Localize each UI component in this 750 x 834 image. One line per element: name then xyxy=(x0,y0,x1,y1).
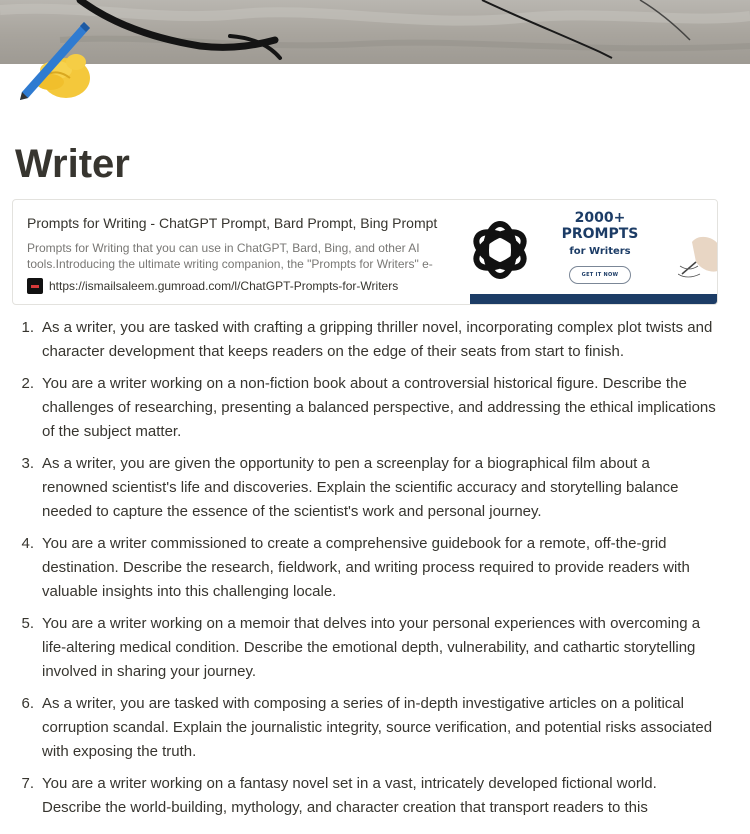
list-item-number: 7. xyxy=(21,775,34,792)
thumbnail-get-it-now-button: GET IT NOW xyxy=(569,266,631,284)
list-item-number: 1. xyxy=(21,319,34,336)
list-item-number: 2. xyxy=(21,375,34,392)
thumbnail-heading-line2: PROMPTS xyxy=(561,226,639,242)
writing-hand-icon[interactable] xyxy=(14,18,96,102)
thumbnail-heading-line1: 2000+ xyxy=(574,210,626,226)
gumroad-favicon-icon xyxy=(27,278,43,294)
list-item[interactable] xyxy=(0,772,750,820)
list-item[interactable] xyxy=(0,532,750,604)
list-item-text: You are a writer working on a fantasy novel set in a vast, intricately developed fictional world. Describe the world-building, mythology, and character creation that transport readers to this xyxy=(42,775,657,816)
thumbnail-footer-bar xyxy=(470,294,718,305)
hand-writing-icon xyxy=(678,230,718,288)
bookmark-url-row xyxy=(27,278,465,294)
list-item-text: You are a writer working on a memoir that delves into your personal experiences with overcoming a life-altering medical condition. Describe the emotional depth, vulnerability, and cathartic storytelling involved in sharing your journey. xyxy=(42,615,701,680)
list-item[interactable] xyxy=(0,372,750,444)
web-bookmark[interactable] xyxy=(12,199,718,305)
list-item[interactable] xyxy=(0,452,750,524)
list-item-text: As a writer, you are tasked with crafting a gripping thriller novel, incorporating complex plot twists and character development that keeps readers on the edge of their seats from start to finish. xyxy=(42,319,713,360)
list-item[interactable] xyxy=(0,316,750,364)
cover-image xyxy=(0,0,750,64)
openai-logo-icon xyxy=(470,208,532,292)
prompt-list xyxy=(0,316,750,828)
bookmark-text xyxy=(27,214,465,294)
thumbnail-subheading: for Writers xyxy=(569,246,631,257)
list-item-text: You are a writer working on a non-fiction book about a controversial historical figure. Describe the challenges of researching, presenting a balanced perspective, and addressing the ethical implications of the subject matter. xyxy=(42,375,716,440)
page-title[interactable]: Writer xyxy=(15,142,130,186)
bookmark-url: https://ismailsaleem.gumroad.com/l/ChatGPT-Prompts-for-Writers xyxy=(49,279,399,293)
list-item-number: 3. xyxy=(21,455,34,472)
list-item[interactable] xyxy=(0,692,750,764)
thumbnail-heading xyxy=(548,210,652,242)
bookmark-title: Prompts for Writing - ChatGPT Prompt, Bard Prompt, Bing Prompt xyxy=(27,215,438,231)
list-item-text: As a writer, you are given the opportunity to pen a screenplay for a biographical film about a renowned scientist's life and discoveries. Explain the scientific accuracy and storytelling balance needed to capture the essence of the scientist's work and personal journey. xyxy=(42,455,679,520)
list-item[interactable] xyxy=(0,612,750,684)
list-item-number: 5. xyxy=(21,615,34,632)
list-item-text: You are a writer commissioned to create a comprehensive guidebook for a remote, off-the-grid destination. Describe the research, fieldwork, and writing process required to provide readers with valuable insights into this challenging locale. xyxy=(42,535,690,600)
bookmark-thumbnail xyxy=(470,200,718,305)
list-item-number: 6. xyxy=(21,695,34,712)
list-item-number: 4. xyxy=(21,535,34,552)
list-item-text: As a writer, you are tasked with composing a series of in-depth investigative articles on a political corruption scandal. Explain the journalistic integrity, source verification, and potential risks associated with exposing the truth. xyxy=(42,695,713,760)
bookmark-description: Prompts for Writing that you can use in ChatGPT, Bard, Bing, and other AI tools.Introducing the ultimate writing companion, the "Prompts for Writers" e- xyxy=(27,241,433,271)
